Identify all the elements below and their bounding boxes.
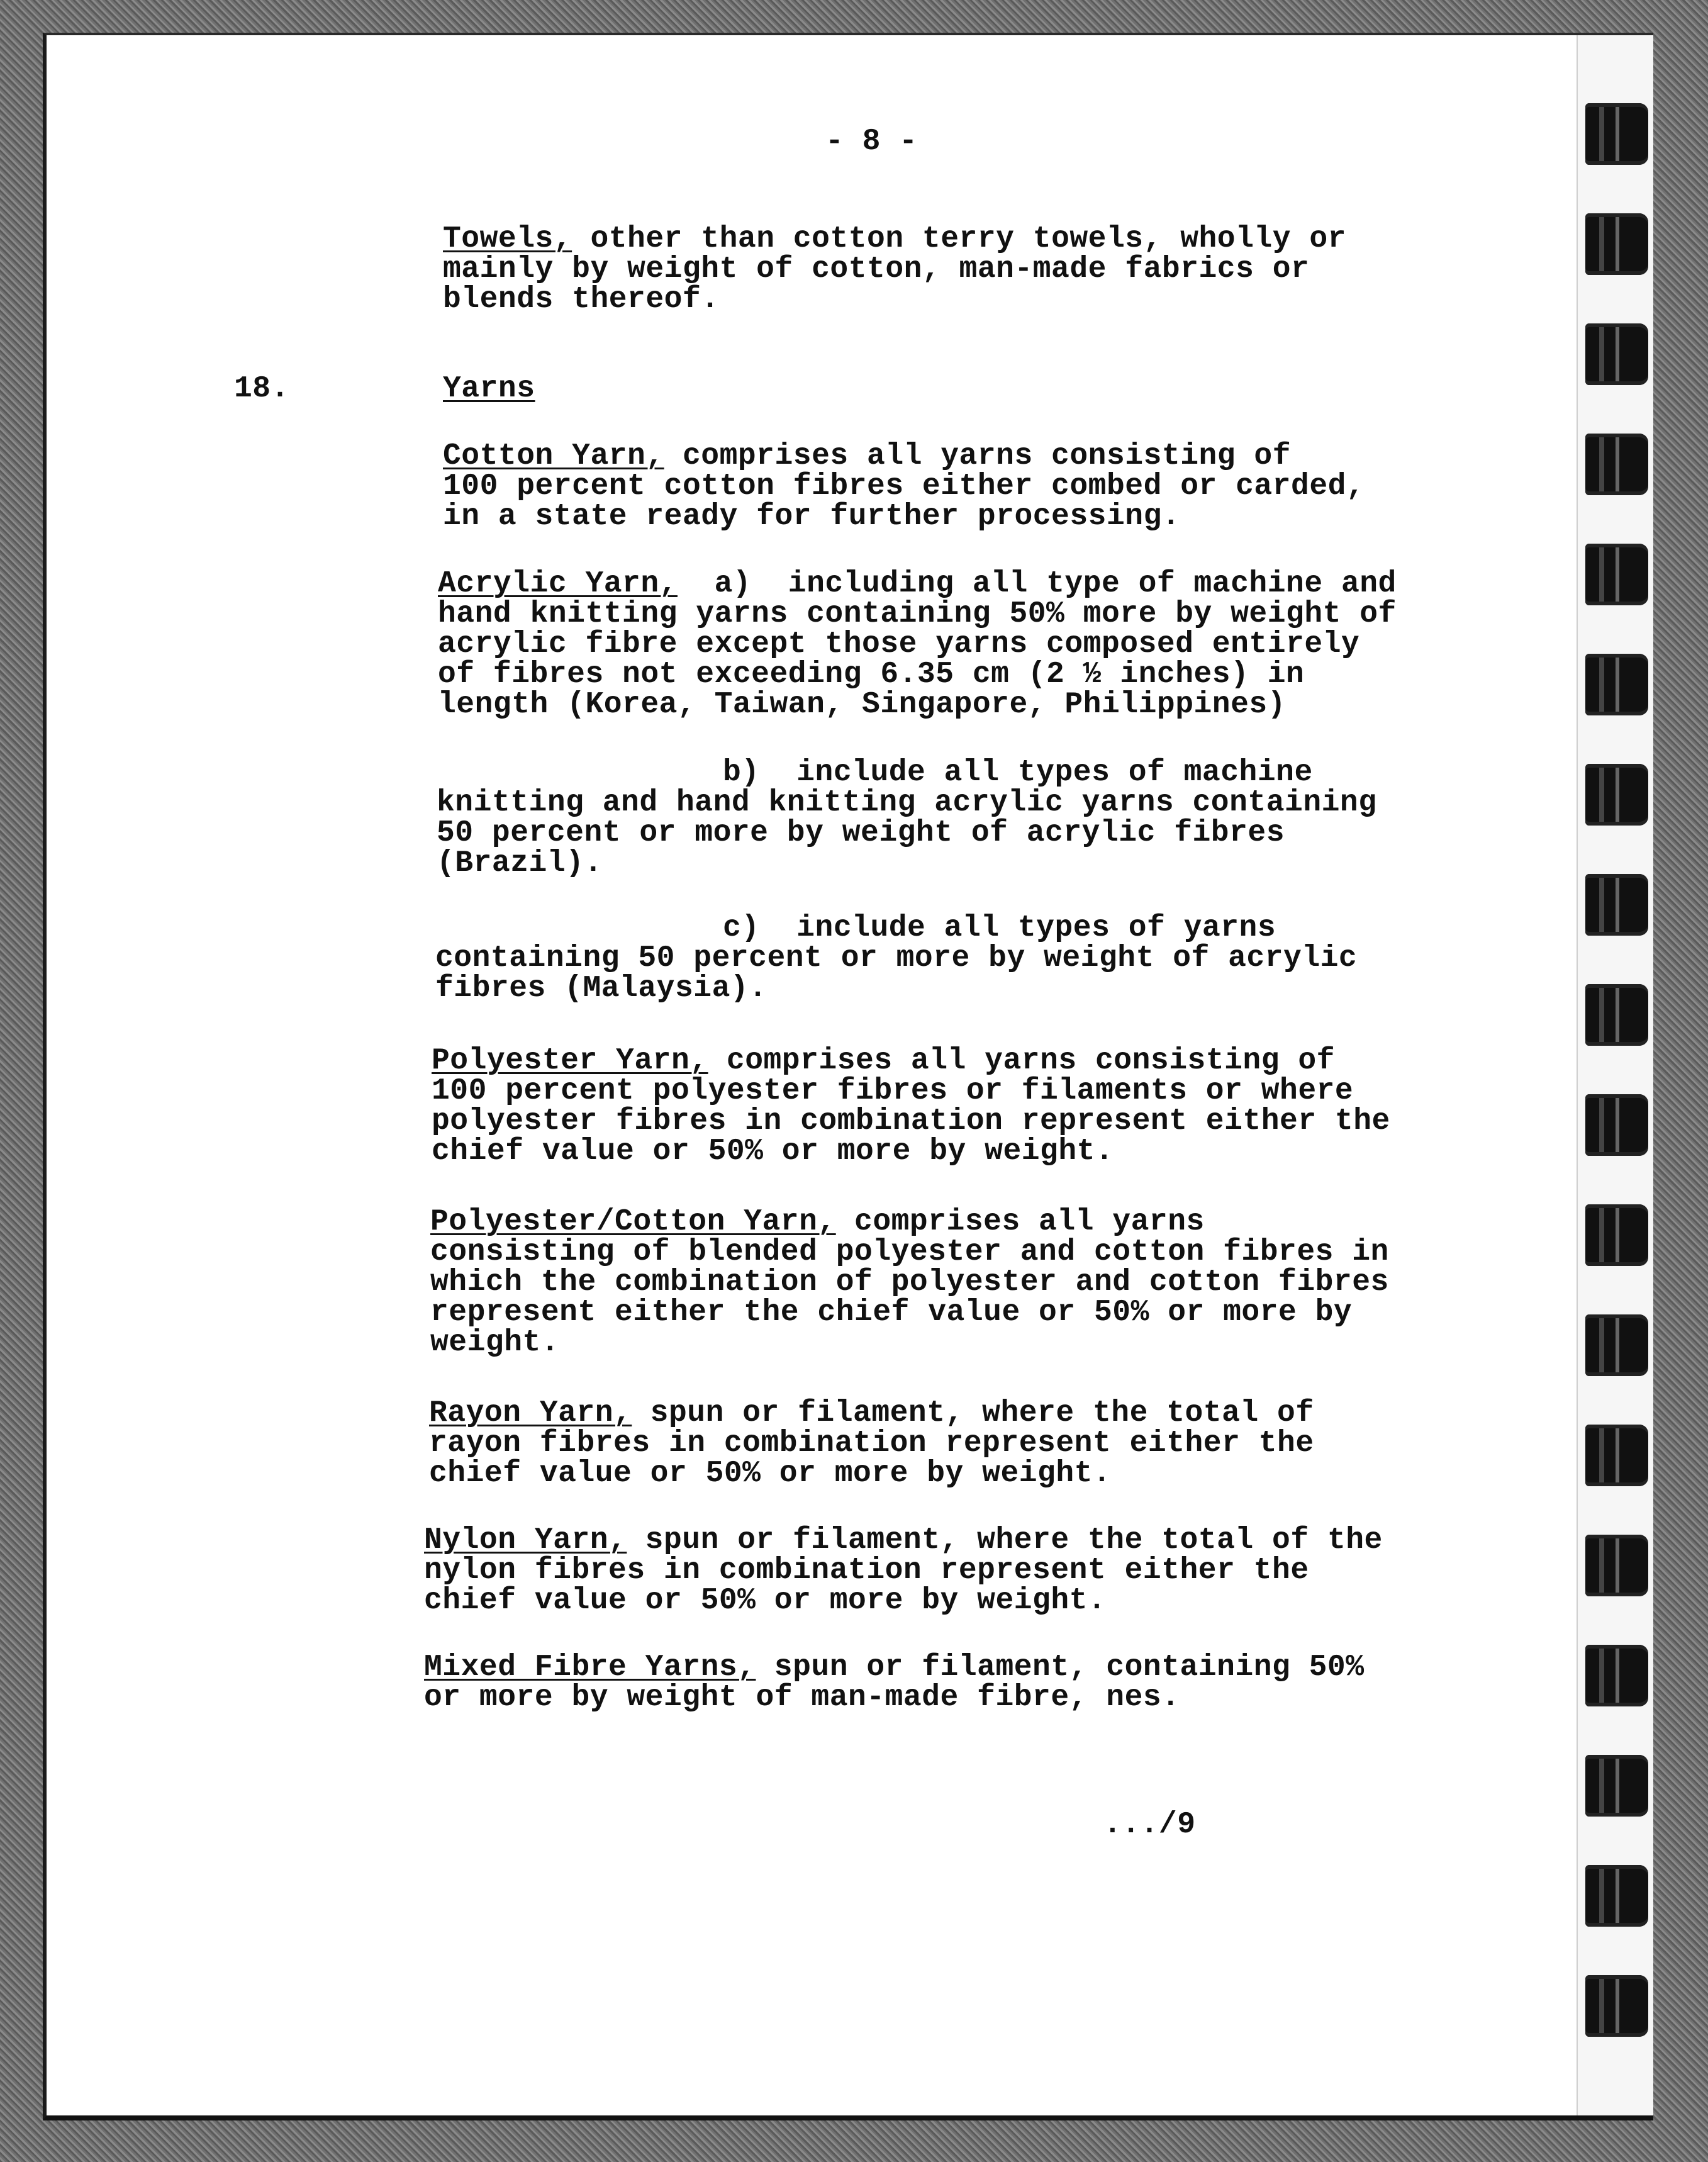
- rayon-yarn-definition: [429, 1398, 1314, 1428]
- binding-ring: [1585, 1425, 1648, 1486]
- cotton-yarn-line-2: 100 percent cotton fibres either combed or carded,: [443, 469, 1365, 503]
- mixed-fibre-line-2: or more by weight of man-made fibre, nes.: [424, 1681, 1180, 1715]
- acrylic-b-line-3: 50 percent or more by weight of acrylic fibres: [437, 816, 1285, 850]
- polyester-cotton-line-4: represent either the chief value or 50% or more by: [430, 1296, 1353, 1330]
- towels-term: Towels,: [443, 222, 572, 256]
- polyester-cotton-line-2: consisting of blended polyester and cotton fibres in: [430, 1235, 1389, 1269]
- document-page: [43, 33, 1653, 2120]
- acrylic-b-line-2: knitting and hand knitting acrylic yarns containing: [437, 786, 1377, 820]
- towels-line-2: mainly by weight of cotton, man-made fabrics or: [443, 252, 1310, 286]
- acrylic-c-line-1: c) include all types of yarns: [723, 911, 1276, 945]
- polyester-cotton-line-1: comprises all yarns: [835, 1205, 1205, 1239]
- polyester-yarn-term: Polyester Yarn,: [432, 1044, 708, 1078]
- binding-ring: [1585, 654, 1648, 715]
- acrylic-yarn-definition-a: [438, 569, 1397, 599]
- mixed-fibre-line-1: spun or filament, containing 50%: [756, 1650, 1365, 1684]
- acrylic-b-line-1: b) include all types of machine: [723, 756, 1313, 790]
- towels-line-1: other than cotton terry towels, wholly or: [572, 222, 1346, 256]
- binding-ring: [1585, 984, 1648, 1046]
- binding-ring: [1585, 434, 1648, 495]
- section-number: 18.: [234, 372, 289, 406]
- polyester-cotton-line-3: which the combination of polyester and cotton fibres: [430, 1265, 1389, 1299]
- acrylic-c-line-3: fibres (Malaysia).: [435, 972, 767, 1005]
- acrylic-a-line-3: acrylic fibre except those yarns composed entirely: [438, 627, 1360, 661]
- acrylic-a-line-1: a) including all type of machine and: [677, 567, 1397, 601]
- towels-definition: [443, 224, 1346, 254]
- polyester-yarn-definition: [432, 1046, 1335, 1076]
- polyester-cotton-yarn-definition: [430, 1207, 1205, 1237]
- nylon-yarn-term: Nylon Yarn,: [424, 1523, 627, 1557]
- rayon-yarn-term: Rayon Yarn,: [429, 1396, 632, 1430]
- binding-ring: [1585, 1755, 1648, 1817]
- spiral-binding: [1577, 35, 1653, 2115]
- binding-ring: [1585, 544, 1648, 605]
- acrylic-a-line-2: hand knitting yarns containing 50% more by weight of: [438, 597, 1397, 631]
- nylon-line-2: nylon fibres in combination represent either the: [424, 1554, 1309, 1588]
- page-number: - 8 -: [825, 125, 918, 159]
- rayon-line-2: rayon fibres in combination represent either the: [429, 1426, 1314, 1460]
- mixed-fibre-yarns-term: Mixed Fibre Yarns,: [424, 1650, 756, 1684]
- continuation-marker: .../9: [1103, 1808, 1196, 1842]
- polyester-line-4: chief value or 50% or more by weight.: [432, 1134, 1114, 1168]
- binding-ring: [1585, 323, 1648, 385]
- nylon-yarn-definition: [424, 1525, 1383, 1555]
- acrylic-yarn-term: Acrylic Yarn,: [438, 567, 678, 601]
- cotton-yarn-term: Cotton Yarn,: [443, 439, 664, 473]
- acrylic-a-line-4: of fibres not exceeding 6.35 cm (2 ½ inches) in: [438, 658, 1305, 692]
- binding-ring: [1585, 1094, 1648, 1156]
- binding-ring: [1585, 1314, 1648, 1376]
- polyester-line-1: comprises all yarns consisting of: [708, 1044, 1335, 1078]
- acrylic-a-line-5: length (Korea, Taiwan, Singapore, Philippines): [438, 688, 1287, 722]
- binding-ring: [1585, 103, 1648, 165]
- cotton-yarn-line-1: comprises all yarns consisting of: [664, 439, 1292, 473]
- binding-ring: [1585, 1204, 1648, 1266]
- binding-ring: [1585, 213, 1648, 275]
- polyester-cotton-yarn-term: Polyester/Cotton Yarn,: [430, 1205, 836, 1239]
- rayon-line-1: spun or filament, where the total of: [632, 1396, 1314, 1430]
- nylon-line-3: chief value or 50% or more by weight.: [424, 1584, 1107, 1618]
- acrylic-b-line-4: (Brazil).: [437, 846, 603, 880]
- section-heading: Yarns: [443, 372, 535, 406]
- binding-ring: [1585, 1535, 1648, 1596]
- cotton-yarn-line-3: in a state ready for further processing.: [443, 500, 1181, 534]
- towels-line-3: blends thereof.: [443, 283, 720, 316]
- binding-ring: [1585, 1645, 1648, 1706]
- rayon-line-3: chief value or 50% or more by weight.: [429, 1457, 1112, 1491]
- mixed-fibre-yarns-definition: [424, 1652, 1365, 1683]
- binding-ring: [1585, 1975, 1648, 2037]
- polyester-cotton-line-5: weight.: [430, 1326, 560, 1360]
- nylon-line-1: spun or filament, where the total of the: [627, 1523, 1383, 1557]
- polyester-line-3: polyester fibres in combination represent either the: [432, 1104, 1390, 1138]
- binding-ring: [1585, 1865, 1648, 1927]
- polyester-line-2: 100 percent polyester fibres or filaments or where: [432, 1074, 1354, 1108]
- acrylic-c-line-2: containing 50 percent or more by weight of acrylic: [435, 941, 1358, 975]
- binding-ring: [1585, 874, 1648, 936]
- cotton-yarn-definition: [443, 441, 1291, 471]
- binding-ring: [1585, 764, 1648, 826]
